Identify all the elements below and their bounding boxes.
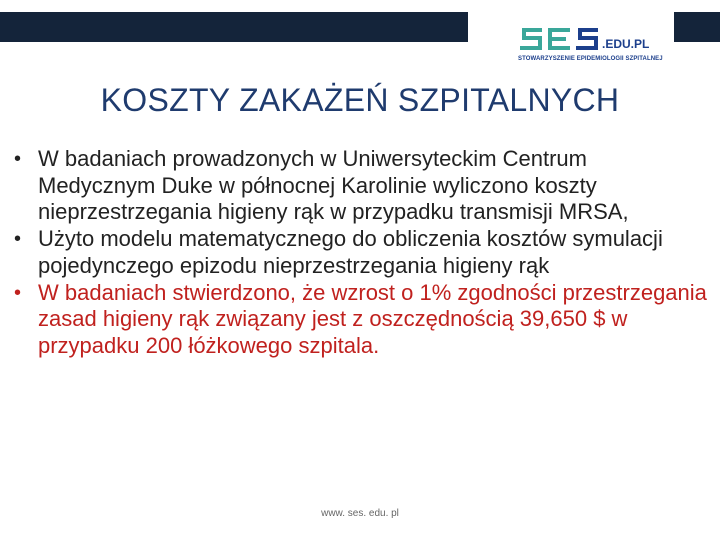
page-title: KOSZTY ZAKAŻEŃ SZPITALNYCH	[100, 82, 620, 118]
bullet-text: W badaniach stwierdzono, że wzrost o 1% zgodności przestrzegania zasad higieny rąk związany jest z oszczędnością 39,650 $ w przypadku 200 łóżkowego szpitala.	[38, 279, 707, 358]
ses-logo	[518, 24, 663, 68]
bullet-list	[10, 146, 710, 360]
logo-domain: .EDU.PL	[602, 37, 650, 51]
bullet-marker: •	[14, 228, 22, 251]
bullet-item	[10, 226, 710, 279]
header-bar-left	[0, 12, 468, 42]
ses-logo-mark	[518, 24, 658, 56]
bullet-item	[10, 146, 710, 226]
bullet-text: Użyto modelu matematycznego do obliczenia kosztów symulacji pojedynczego epizodu nieprzestrzegania higieny rąk	[38, 226, 663, 278]
bullet-item-highlight	[10, 280, 710, 360]
bullet-marker: •	[14, 148, 22, 170]
header-bar-right	[674, 12, 720, 42]
footer-url: www. ses. edu. pl	[321, 508, 399, 519]
bullet-text: W badaniach prowadzonych w Uniwersyteckim Centrum Medycznym Duke w północnej Karolinie wyliczono koszty nieprzestrzegania higieny rąk w przypadku transmisji MRSA,	[38, 146, 629, 225]
logo-tagline: STOWARZYSZENIE EPIDEMIOLOGII SZPITALNEJ	[518, 56, 663, 62]
bullet-marker: •	[14, 281, 22, 304]
